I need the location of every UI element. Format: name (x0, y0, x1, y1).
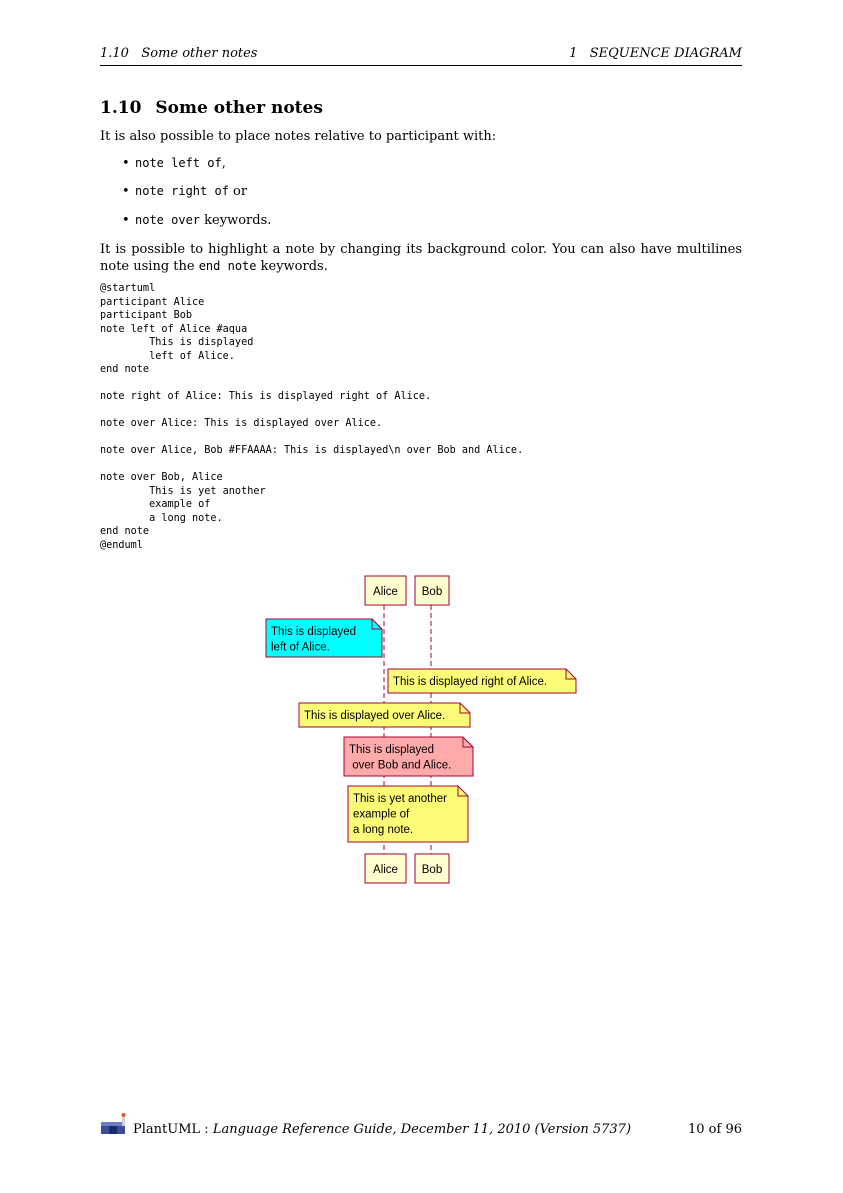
section-title-text: Some other notes (155, 98, 323, 118)
code-listing: @startuml participant Alice participant Bob note left of Alice #aqua This is displayed left of Alice. end note note right of Alice: This is displayed right of Alice. note over Alice: This is displayed over Alice. note over Alice, Bob #FFAAAA: This is displayed\n over Bob and Alice. note over Bob, Alice This is yet another example of a long note. end note @enduml (100, 283, 524, 551)
participant-label-alice: Alice (373, 586, 398, 598)
note-text: left of Alice. (271, 641, 330, 654)
running-header-right: 1 SEQUENCE DIAGRAM (569, 46, 742, 61)
note-text: This is displayed over Alice. (304, 710, 446, 722)
bullet-suffix: keywords. (200, 213, 272, 228)
note-text: This is displayed right of Alice. (393, 676, 548, 688)
page-number: 10 of 96 (688, 1122, 742, 1137)
inline-code: end note (198, 259, 257, 273)
note-text: This is displayed (349, 744, 435, 756)
paragraph-text: It is possible to highlight a note by changing its background color. You can also have multilines note using the (100, 242, 742, 274)
participant-label-bob: Bob (421, 864, 443, 876)
bullet-dot: • (122, 213, 130, 228)
participant-label-alice: Alice (373, 864, 398, 876)
intro-paragraph: It is also possible to place notes relative to participant with: (100, 129, 497, 144)
section-number: 1.10 (100, 98, 142, 118)
bullet-dot: • (122, 156, 130, 171)
note-text: over Bob and Alice. (349, 759, 452, 772)
participant-label-bob: Bob (421, 586, 443, 598)
paragraph-text-end: keywords. (256, 259, 328, 274)
plantuml-logo-icon (100, 1110, 130, 1138)
footer-separator: : (200, 1122, 213, 1137)
bullet-code: note right of (135, 184, 229, 198)
footer-citation (133, 1122, 631, 1137)
bullet-suffix: or (228, 184, 248, 199)
footer-product: PlantUML (133, 1122, 201, 1137)
bullet-code: note left of (135, 156, 222, 170)
note-text: example of (353, 808, 410, 821)
bullet-dot: • (122, 184, 130, 199)
note-text: This is yet another (353, 793, 447, 805)
bullet-code: note over (135, 213, 201, 227)
note-text: a long note. (353, 824, 414, 836)
note-text: This is displayed (271, 626, 357, 638)
footer-subtitle: Language Reference Guide, December 11, 2010 (Version 5737) (212, 1122, 632, 1137)
running-header-left: 1.10 Some other notes (100, 46, 258, 61)
bullet-suffix: , (221, 156, 226, 171)
